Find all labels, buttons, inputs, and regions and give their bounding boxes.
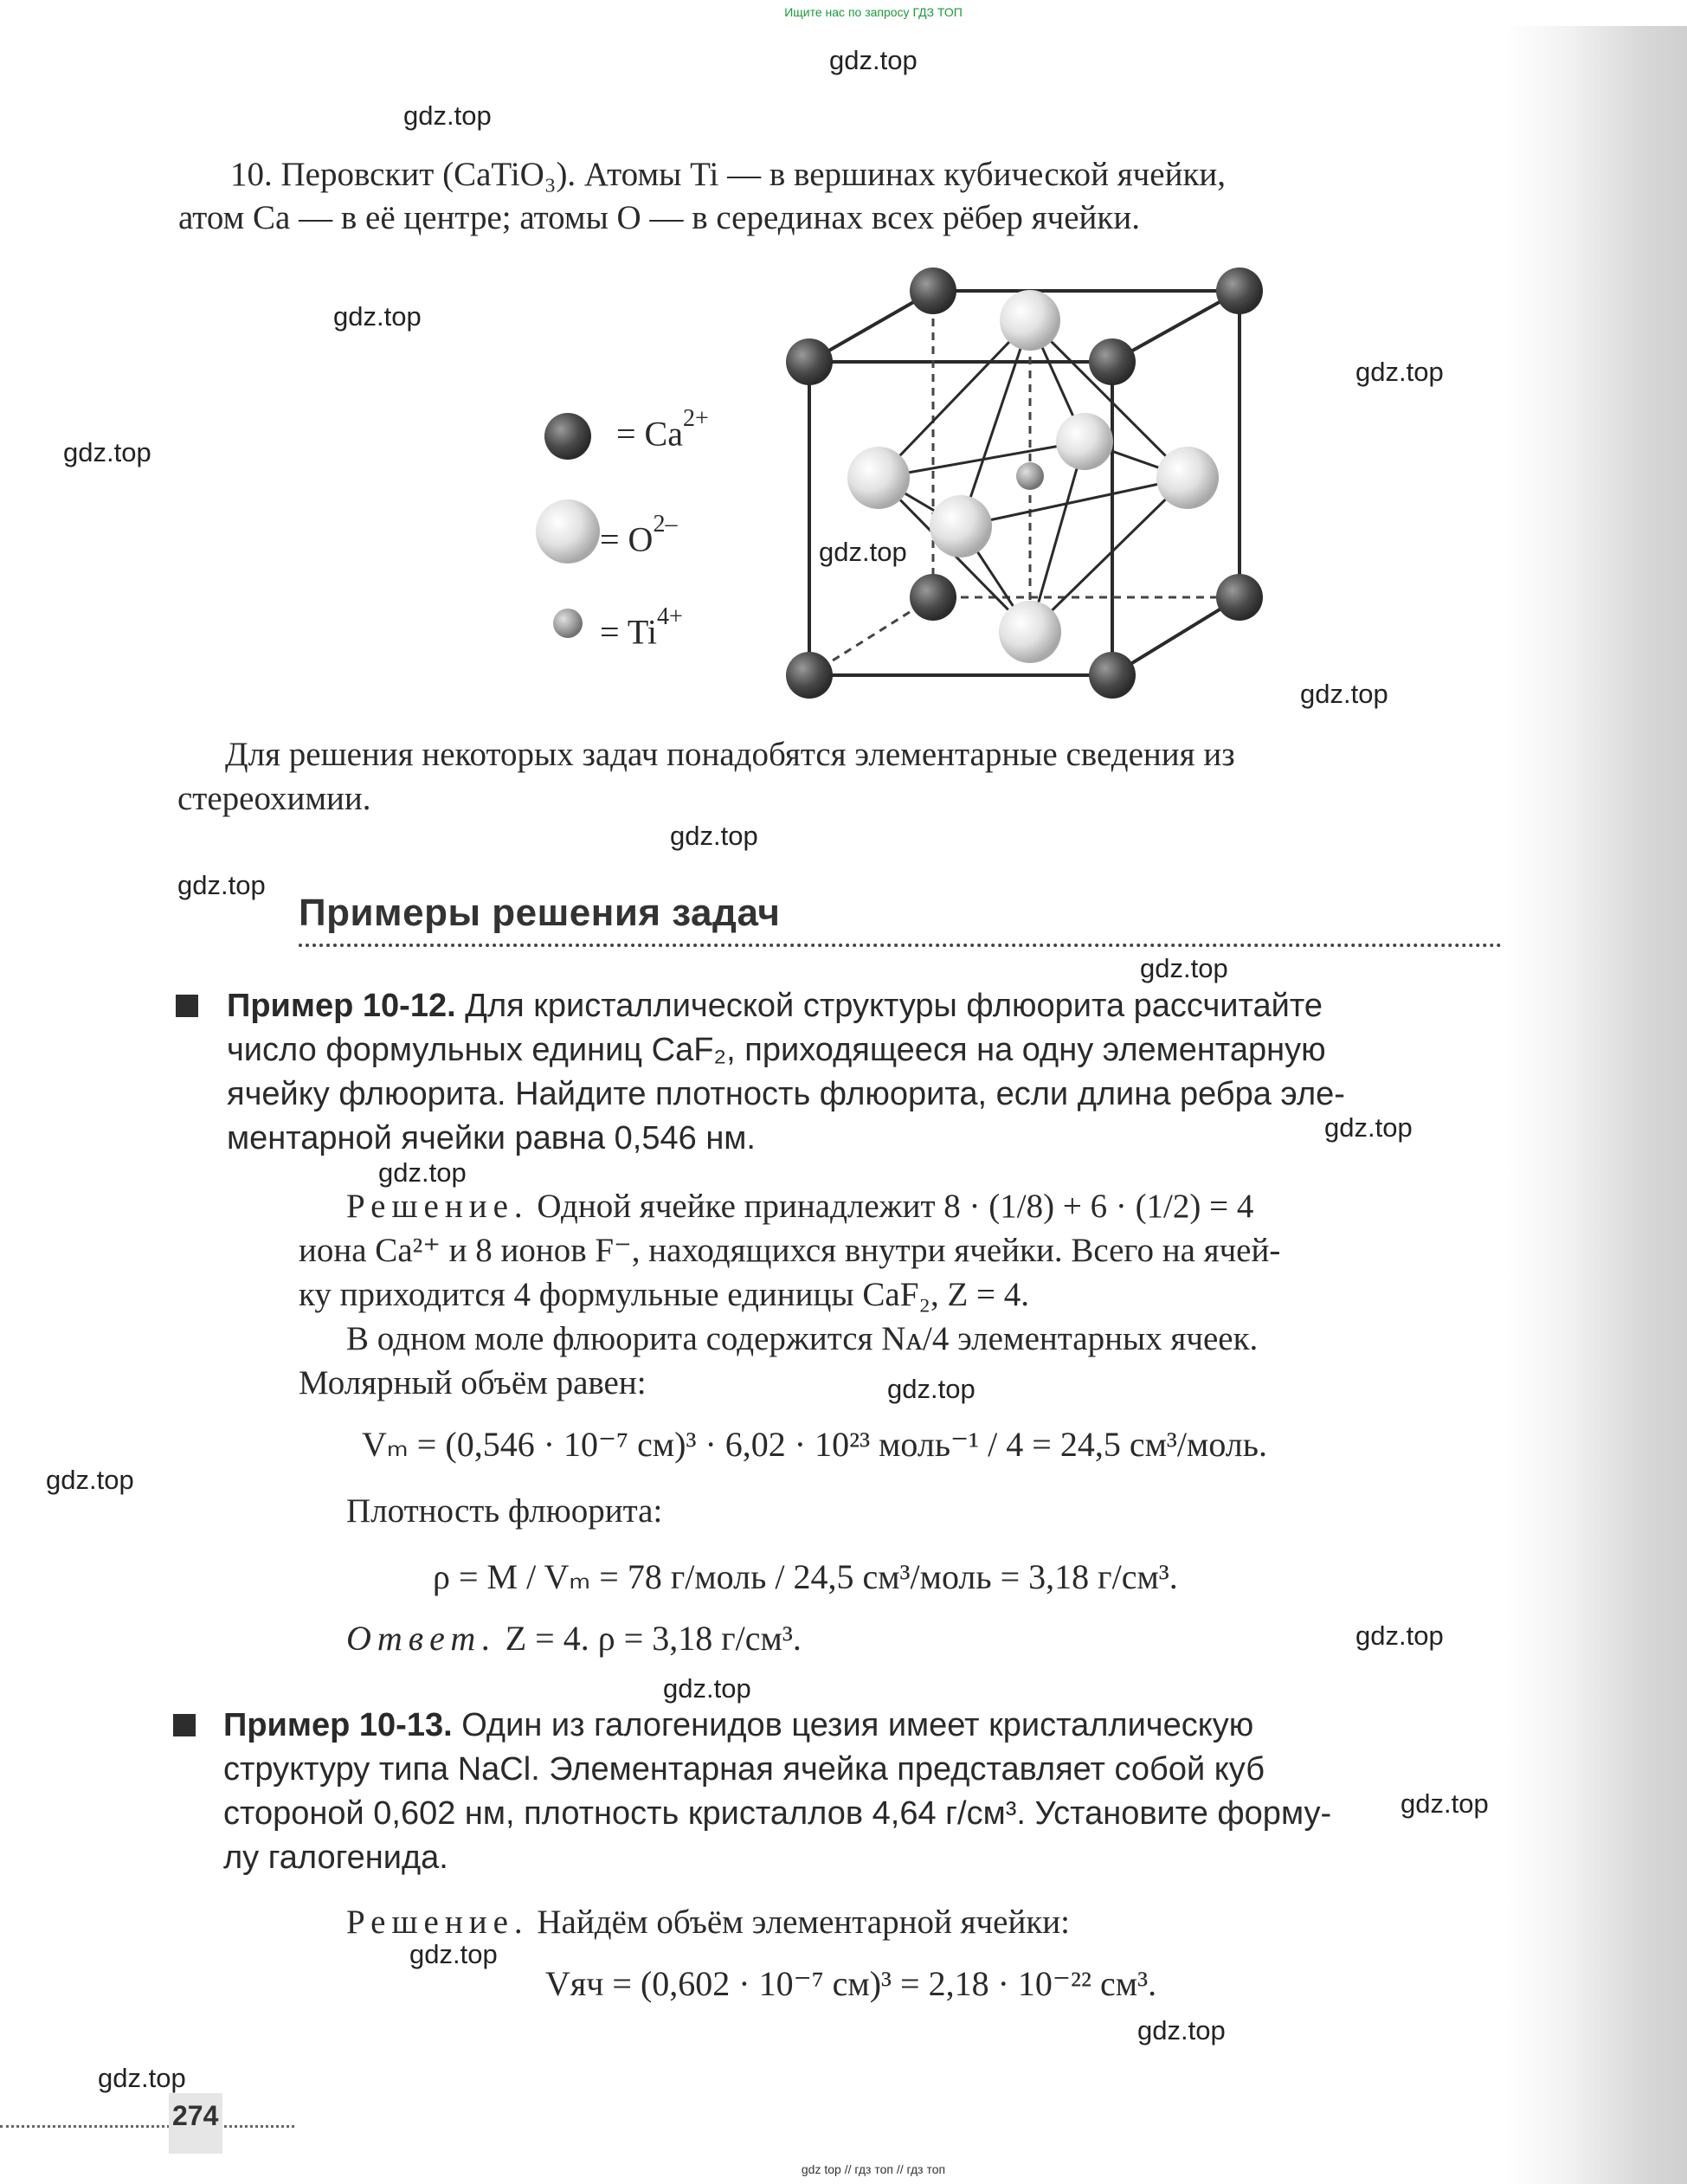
example13-solution-line1: Решение. Найдём объём элементарной ячейки: xyxy=(346,1904,1070,1941)
watermark: gdz.top xyxy=(1355,1620,1444,1651)
example12-solution-line5: Молярный объём равен: xyxy=(299,1364,647,1401)
section-heading: Примеры решения задач xyxy=(299,892,781,934)
task10-line2: атом Ca — в её центре; атомы O — в серединах всех рёбер ячейки. xyxy=(178,199,1140,236)
example12-line2: число формульных единиц CaF₂, приходящееся на одну элементарную xyxy=(227,1032,1326,1068)
page-number: 274 xyxy=(172,2100,219,2131)
task10-line1: 10. Перовскит (CaTiO₃). Атомы Ti — в вершинах кубической ячейки, xyxy=(230,156,1227,193)
watermark: gdz.top xyxy=(670,821,758,851)
molar-volume-formula: Vₘ = (0,546 · 10⁻⁷ см)³ · 6,02 · 10²³ моль⁻¹ / 4 = 24,5 см³/моль. xyxy=(362,1425,1267,1464)
watermark: gdz.top xyxy=(1137,2015,1226,2045)
watermark: gdz.top xyxy=(378,1157,467,1188)
watermark: gdz.top xyxy=(403,100,492,131)
example12-answer: Ответ. Z = 4. ρ = 3,18 г/см³. xyxy=(346,1619,802,1658)
example12-solution-line2: иона Ca²⁺ и 8 ионов F⁻, находящихся внутри ячейки. Всего на ячей- xyxy=(299,1232,1281,1269)
watermark: gdz.top xyxy=(46,1465,134,1495)
example-bullet-icon xyxy=(176,995,198,1017)
example13-line1: Пример 10-13. Один из галогенидов цезия имеет кристаллическую xyxy=(223,1707,1254,1743)
example12-line3: ячейку флюорита. Найдите плотность флюорита, если длина ребра эле- xyxy=(227,1076,1345,1112)
example12-solution-line3: ку приходится 4 формульные единицы CaF₂, Z = 4. xyxy=(299,1276,1030,1313)
density-formula: ρ = M / Vₘ = 78 г/моль / 24,5 см³/моль = 3,18 г/см³. xyxy=(433,1557,1178,1596)
legend-ti-label: = $Ti^{4+}$ xyxy=(600,603,683,652)
watermark: gdz.top xyxy=(819,537,907,567)
ti-sphere-icon xyxy=(553,609,583,638)
page-number-dotted-rule xyxy=(0,2125,294,2128)
example12-solution-line1: Решение. Одной ячейке принадлежит 8 · (1/8) + 6 · (1/2) = 4 xyxy=(346,1188,1254,1225)
page-fold-shadow xyxy=(1506,26,1687,2184)
watermark: gdz.top xyxy=(1400,1788,1489,1819)
watermark: gdz.top xyxy=(333,301,422,332)
bottom-note: gdz top // гдз топ // гдз топ xyxy=(801,2162,946,2176)
example13-line2: структуру типа NaCl. Элементарная ячейка представляет собой куб xyxy=(223,1751,1265,1788)
watermark: gdz.top xyxy=(887,1374,975,1404)
example13-line3: стороной 0,602 нм, плотность кристаллов 4,64 г/см³. Установите форму- xyxy=(223,1795,1332,1832)
stereo-line1: Для решения некоторых задач понадобятся элементарные сведения из xyxy=(225,736,1235,773)
watermark: gdz.top xyxy=(829,45,918,75)
legend-ca-label: = $Ca^{2+}$ xyxy=(616,405,709,454)
heading-dotted-rule xyxy=(299,944,1502,947)
example-bullet-icon xyxy=(173,1714,196,1736)
top-note: Ищите нас по запросу ГДЗ ТОП xyxy=(784,5,963,19)
watermark: gdz.top xyxy=(1324,1112,1413,1143)
example12-line1: Пример 10-12. Для кристаллической структуры флюорита рассчитайте xyxy=(227,988,1323,1024)
watermark: gdz.top xyxy=(663,1673,751,1704)
watermark: gdz.top xyxy=(409,1939,498,1969)
ca-sphere-icon xyxy=(544,413,591,460)
watermark: gdz.top xyxy=(98,2063,186,2093)
example12-line4: ментарной ячейки равна 0,546 нм. xyxy=(227,1120,756,1156)
watermark: gdz.top xyxy=(177,870,266,900)
watermark: gdz.top xyxy=(63,437,151,467)
density-label: Плотность флюорита: xyxy=(346,1492,663,1530)
watermark: gdz.top xyxy=(1140,953,1228,983)
watermark: gdz.top xyxy=(1355,357,1444,387)
page-number-box xyxy=(169,2093,222,2154)
stereo-line2: стереохимии. xyxy=(177,780,371,817)
watermark: gdz.top xyxy=(1300,679,1388,709)
example12-solution-line4: В одном моле флюорита содержится Nᴀ/4 элементарных ячеек. xyxy=(346,1320,1259,1357)
legend-o-label: = $O^{2-}$ xyxy=(600,511,678,559)
cell-volume-formula: Vяч = (0,602 · 10⁻⁷ см)³ = 2,18 · 10⁻²² см³. xyxy=(545,1964,1157,2003)
o-sphere-icon xyxy=(536,499,600,564)
example13-line4: лу галогенида. xyxy=(223,1839,448,1876)
perovskite-cell-diagram xyxy=(762,251,1298,718)
